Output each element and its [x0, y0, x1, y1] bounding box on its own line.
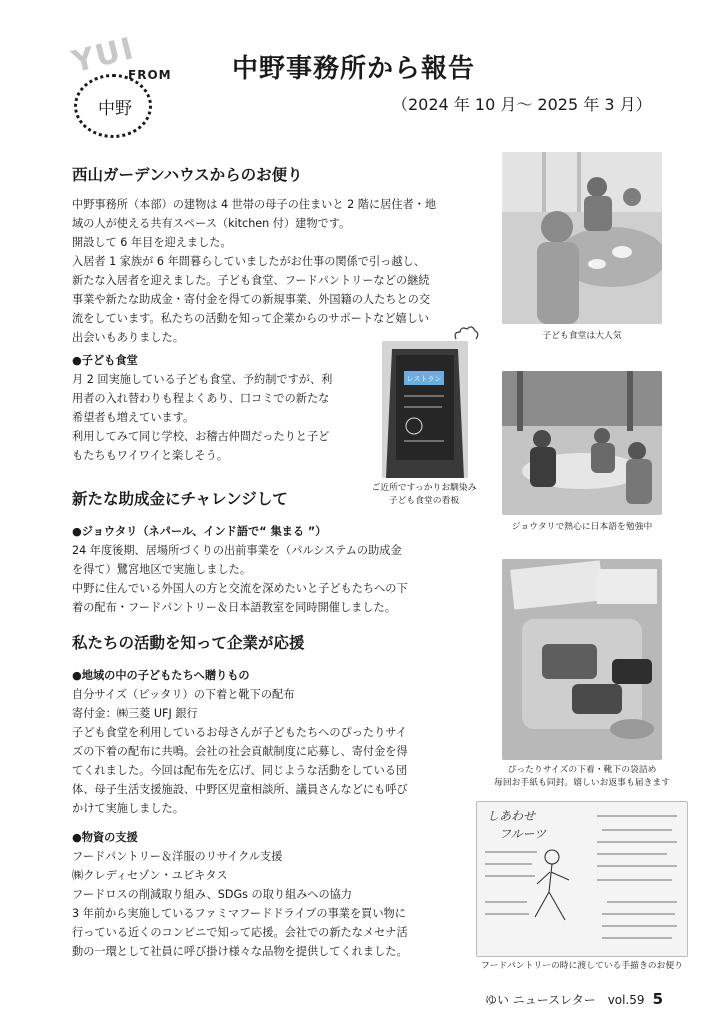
report-period: （2024 年 10 月〜 2025 年 3 月） [392, 95, 652, 114]
caption-line: ご近所ですっかりお馴染み [371, 483, 477, 493]
text-line: 着の配布・フードパントリー＆日本語教室を同時開催しました。 [72, 601, 396, 614]
text-line: 中野に住んでいる外国人の方と交流を深めたいと子どもたちへの下 [72, 582, 408, 595]
text-line: 寄付金：㈱三菱 UFJ 銀行 [72, 707, 198, 720]
photo-japanese-class [502, 371, 662, 515]
logo-brand: YUI [68, 30, 139, 81]
supplies-body [72, 828, 408, 961]
caption-photo4 [466, 960, 698, 973]
text-line: 自分サイズ（ピッタリ）の下着と靴下の配布 [72, 688, 295, 701]
caption-line: 子ども食堂は大人気 [542, 331, 622, 341]
photo-kodomo-shokudo [502, 152, 662, 324]
caption-photo3 [484, 764, 680, 790]
section-heading-garden: 西山ガーデンハウスからのお便り [72, 166, 303, 184]
logo-place: 中野 [98, 99, 132, 119]
logo-from: FROM [128, 68, 172, 82]
caption-line: フードパントリーの時に渡している手描きのお便り [481, 961, 683, 971]
text-line: 事業や新たな助成金・寄付金を得ての新規事業、外国籍の人たちとの交 [72, 293, 431, 306]
section-heading-grant: 新たな助成金にチャレンジして [72, 490, 288, 508]
photo-japanese-class-image [502, 371, 662, 515]
text-line: 動の一環として社員に呼び掛け様々な品物を提供してくれました。 [72, 945, 408, 958]
caption-photo1 [502, 330, 662, 343]
kodomo-shokudo-body [72, 351, 332, 465]
photo-handwritten-letter [476, 801, 688, 957]
photo-packing-underwear-image [502, 559, 662, 760]
sub-heading-gift: ●地域の中の子どもたちへ贈りもの [72, 669, 250, 682]
text-line: 出会いもありました。 [72, 331, 184, 344]
sub-heading-supplies: ●物資の支援 [72, 831, 138, 844]
photo-packing-underwear [502, 559, 662, 760]
newsletter-label: ゆい ニュースレター vol.59 [484, 993, 645, 1007]
text-line: 入居者 1 家族が 6 年間暮らしていましたがお仕事の関係で引っ越し、 [72, 255, 425, 268]
sign-label: レストラン [406, 375, 442, 383]
page-footer [485, 990, 663, 1008]
text-line: 子ども食堂を利用しているお母さんが子どもたちへのぴったりサイ [72, 726, 407, 739]
caption-line: ぴったりサイズの下着・靴下の袋詰め [507, 765, 657, 775]
text-line: かけて実施しました。 [72, 802, 184, 815]
text-line: 流をしています。私たちの活動を知って企業からのサポートなど嬉しい [72, 312, 430, 325]
text-line: 希望者も増えています。 [72, 411, 195, 424]
text-line: 域の人が使える共有スペース（kitchen 付）建物です。 [72, 217, 351, 230]
letter-title: しあわせ [487, 809, 536, 823]
page-number: 5 [652, 990, 663, 1008]
text-line: 3 年前から実施しているファミマフードドライブの事業を買い物に [72, 907, 406, 920]
photo-sign-board [382, 341, 468, 478]
text-line: てくれました。今回は配布先を広げ、同じような活動をしている団 [72, 764, 408, 777]
text-line: 月 2 回実施している子ども食堂、予約制ですが、利 [72, 373, 333, 386]
text-line: 中野事務所（本部）の建物は 4 世帯の母子の住まいと 2 階に居住者・地 [72, 198, 437, 211]
text-line: 用者の入れ替わりも程よくあり、口コミでの新たな [72, 392, 330, 405]
text-line: ズの下着の配布に共鳴。会社の社会貢献制度に応募し、寄付金を得 [72, 745, 408, 758]
section-heading-company: 私たちの活動を知って企業が応援 [72, 634, 305, 652]
text-line: 行っている近くのコンビニで知って応援。会社での新たなメセナ活 [72, 926, 408, 939]
page-title: 中野事務所から報告 [232, 54, 476, 84]
sub-heading-jotari: ●ジョウタリ（ネパール、インド語で“ 集まる ”） [72, 525, 327, 538]
text-line: 新たな入居者を迎えました。子ども食堂、フードパントリーなどの継続 [72, 274, 430, 287]
sub-heading-kodomo-shokudo: ●子ども食堂 [72, 354, 138, 367]
text-line: を得て）鷺宮地区で実施しました。 [72, 563, 252, 576]
yui-logo [68, 30, 190, 135]
text-line: ㈱クレディセゾン・ユビキタス [72, 869, 228, 882]
photo-handwritten-letter-image [477, 802, 687, 956]
photo-kodomo-shokudo-image [502, 152, 662, 324]
caption-line: 子ども食堂の看板 [388, 496, 460, 506]
caption-line: ジョウタリで熱心に日本語を勉強中 [511, 522, 653, 532]
text-line: フードロスの削減取り組み、SDGs の取り組みへの協力 [72, 888, 353, 901]
grant-body [72, 522, 408, 617]
text-line: 利用してみて同じ学校、お稽古仲間だったりと子ど [72, 430, 330, 443]
text-line: もたちもワイワイと楽しそう。 [72, 449, 228, 462]
text-line: 開設して 6 年目を迎えました。 [72, 236, 232, 249]
photo-sign-board-image [382, 341, 468, 478]
text-line: フードパントリー＆洋服のリサイクル支援 [72, 850, 283, 863]
letter-subtitle: フルーツ [499, 827, 547, 841]
caption-sign [356, 482, 492, 508]
caption-line: 毎回お手紙も同封。嬉しいお返事も届きます [494, 778, 670, 788]
text-line: 24 年度後期、居場所づくりの出前事業を（パルシステムの助成金 [72, 544, 402, 557]
garden-body [72, 195, 436, 347]
gift-body [72, 666, 408, 818]
text-line: 体、母子生活支援施設、中野区児童相談所、議員さんなどにも呼び [72, 783, 408, 796]
caption-photo2 [502, 521, 662, 534]
